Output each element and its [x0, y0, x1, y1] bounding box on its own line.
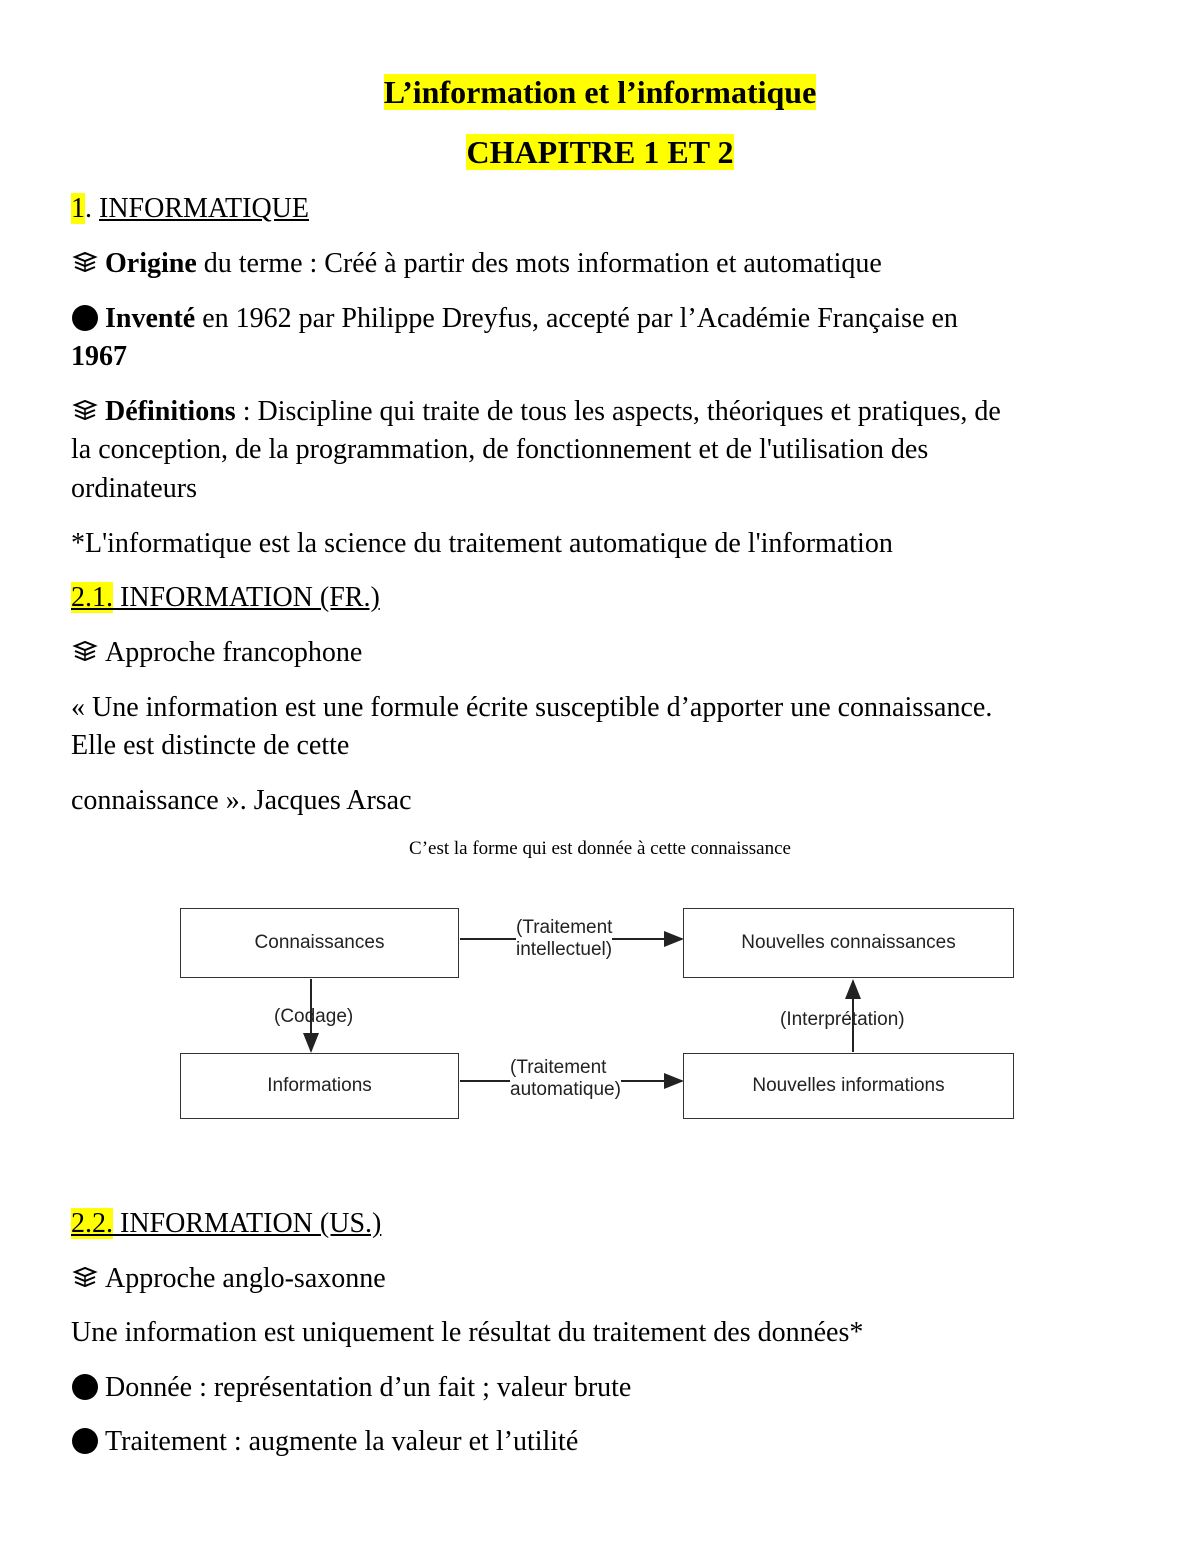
box-informations: Informations: [180, 1053, 459, 1119]
document-title: L’information et l’informatique: [383, 74, 817, 110]
section-2-2-heading: 2.2. INFORMATION (US.): [71, 1208, 382, 1239]
bullet-icon: [71, 1427, 99, 1455]
approche-anglo-saxonne: Approche anglo-saxonne: [71, 1260, 386, 1298]
books-icon: [71, 638, 99, 666]
chapter-subtitle: CHAPITRE 1 ET 2: [466, 134, 734, 170]
section-1-heading: 1. INFORMATIQUE: [71, 193, 309, 224]
arsac-quote-line-1: « Une information est une formule écrite susceptible d’apporter une connaissance.: [71, 692, 993, 723]
origine-paragraph: Origine du terme : Créé à partir des mots information et automatique: [71, 245, 882, 283]
box-nouvelles-connaissances: Nouvelles connaissances: [683, 908, 1014, 978]
definitions-line-3: ordinateurs: [71, 473, 197, 504]
books-icon: [71, 397, 99, 425]
invente-year: 1967: [71, 341, 127, 372]
traitement-item: Traitement : augmente la valeur et l’utilité: [71, 1423, 578, 1461]
definitions-line-2: la conception, de la programmation, de fonctionnement et de l'utilisation des: [71, 434, 929, 465]
books-icon: [71, 1264, 99, 1292]
label-codage: (Codage): [274, 1006, 354, 1027]
bullet-icon: [71, 304, 99, 332]
diagram-caption: C’est la forme qui est donnée à cette connaissance: [409, 838, 791, 859]
box-connaissances: Connaissances: [180, 908, 459, 978]
donnee-item: Donnée : représentation d’un fait ; valeur brute: [71, 1369, 631, 1407]
label-traitement-automatique: (Traitement automatique): [510, 1057, 621, 1100]
arsac-quote-line-2: Elle est distincte de cette: [71, 730, 350, 761]
bullet-icon: [71, 1373, 99, 1401]
label-interpretation: (Interprétation): [780, 1009, 905, 1030]
arsac-quote-line-3: connaissance ». Jacques Arsac: [71, 785, 412, 816]
label-traitement-intellectuel: (Traitement intellectuel): [516, 917, 613, 960]
books-icon: [71, 249, 99, 277]
us-definition: Une information est uniquement le résultat du traitement des données*: [71, 1317, 864, 1348]
box-nouvelles-informations: Nouvelles informations: [683, 1053, 1014, 1119]
invente-paragraph: Inventé en 1962 par Philippe Dreyfus, accepté par l’Académie Française en: [71, 300, 958, 338]
section-2-1-heading: 2.1. INFORMATION (FR.): [71, 582, 380, 613]
definitions-paragraph: Définitions : Discipline qui traite de tous les aspects, théoriques et pratiques, de: [71, 393, 1001, 431]
science-note: *L'informatique est la science du traitement automatique de l'information: [71, 528, 893, 559]
approche-francophone: Approche francophone: [71, 634, 362, 672]
